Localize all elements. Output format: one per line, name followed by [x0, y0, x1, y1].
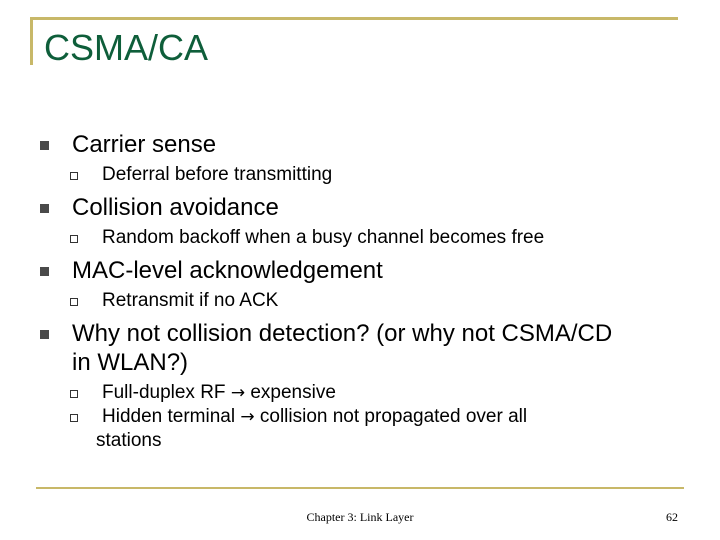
hollow-square-bullet-icon [70, 235, 78, 243]
bullet-text: Collision avoidance [72, 194, 279, 221]
hollow-square-bullet-icon [70, 414, 78, 422]
bullet-text-line-2: in WLAN?) [72, 349, 189, 376]
square-bullet-icon [40, 267, 49, 276]
sub-bullet-hidden-terminal [40, 405, 680, 429]
footer-chapter: Chapter 3: Link Layer [306, 510, 414, 524]
hollow-square-bullet-icon [70, 298, 78, 306]
sub-bullet-full-duplex [40, 381, 680, 405]
right-arrow-icon: → [230, 383, 246, 403]
frame-left-line [30, 17, 33, 65]
sub-bullet-deferral [40, 163, 680, 187]
right-arrow-icon: → [240, 407, 255, 427]
sub-bullet-retransmit [40, 289, 680, 313]
sub-bullet-text: Hidden terminal [102, 406, 241, 427]
page-number: 62 [666, 510, 678, 524]
sub-bullet-text: expensive [245, 382, 336, 403]
sub-bullet-text: Full-duplex RF [102, 382, 231, 403]
slide-title: CSMA/CA [44, 27, 209, 68]
square-bullet-icon [40, 330, 49, 339]
square-bullet-icon [40, 204, 49, 213]
sub-bullet-text: Deferral before transmitting [102, 164, 333, 185]
bullet-text-line-1: Why not collision detection? (or why not CSMA/CD [72, 320, 613, 347]
sub-bullet-text: collision not propagated over all [254, 406, 528, 427]
hollow-square-bullet-icon [70, 390, 78, 398]
bullet-mac-ack [40, 256, 680, 285]
frame-top-line [30, 17, 678, 20]
bullet-carrier-sense [40, 130, 680, 159]
sub-bullet-continuation [40, 429, 680, 453]
bullet-collision-avoidance [40, 193, 680, 222]
bullet-why-not-cd [40, 319, 680, 377]
sub-bullet-text: stations [96, 430, 162, 451]
bullet-text: Carrier sense [72, 131, 217, 158]
bullet-list [40, 130, 680, 453]
sub-bullet-random-backoff [40, 226, 680, 250]
square-bullet-icon [40, 141, 49, 150]
frame-bottom-line [36, 487, 684, 489]
sub-bullet-text: Random backoff when a busy channel becomes free [102, 227, 545, 248]
bullet-text: MAC-level acknowledgement [72, 257, 383, 284]
hollow-square-bullet-icon [70, 172, 78, 180]
sub-bullet-text: Retransmit if no ACK [102, 290, 279, 311]
